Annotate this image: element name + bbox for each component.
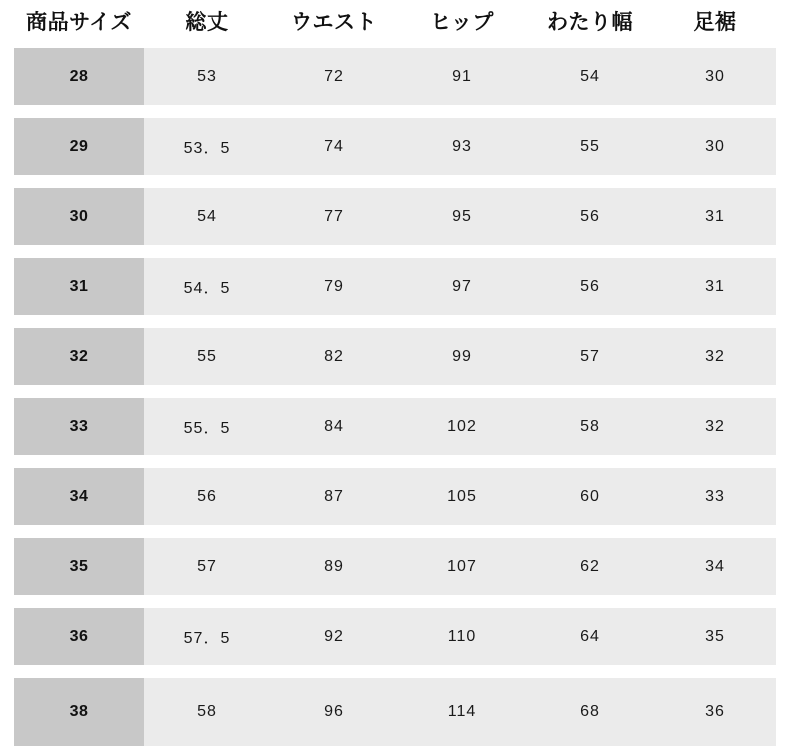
table-row	[14, 398, 776, 468]
column-header-length: 総丈	[144, 0, 270, 48]
cell-size: 33	[14, 398, 144, 468]
table-row	[14, 188, 776, 258]
cell-length: 55	[144, 328, 270, 398]
cell-waist: 82	[270, 328, 398, 398]
table-row	[14, 678, 776, 746]
header-row	[14, 0, 776, 48]
table-row	[14, 118, 776, 188]
cell-waist: 96	[270, 678, 398, 746]
cell-hem: 31	[654, 258, 776, 328]
cell-thigh: 62	[526, 538, 654, 608]
cell-length: 57．5	[144, 608, 270, 678]
cell-thigh: 56	[526, 258, 654, 328]
cell-size: 30	[14, 188, 144, 258]
cell-waist: 77	[270, 188, 398, 258]
cell-hem: 36	[654, 678, 776, 746]
table-row	[14, 328, 776, 398]
table-row	[14, 258, 776, 328]
cell-hip: 95	[398, 188, 526, 258]
cell-size: 34	[14, 468, 144, 538]
cell-size: 28	[14, 48, 144, 118]
cell-hip: 102	[398, 398, 526, 468]
cell-hem: 32	[654, 398, 776, 468]
column-header-hip: ヒップ	[398, 0, 526, 48]
cell-hip: 114	[398, 678, 526, 746]
cell-hem: 31	[654, 188, 776, 258]
cell-hem: 30	[654, 48, 776, 118]
cell-hem: 32	[654, 328, 776, 398]
cell-hip: 97	[398, 258, 526, 328]
table-row	[14, 538, 776, 608]
cell-size: 36	[14, 608, 144, 678]
cell-length: 53．5	[144, 118, 270, 188]
table-row	[14, 608, 776, 678]
cell-size: 31	[14, 258, 144, 328]
cell-thigh: 56	[526, 188, 654, 258]
column-header-size: 商品サイズ	[14, 0, 144, 48]
cell-length: 54．5	[144, 258, 270, 328]
cell-hem: 35	[654, 608, 776, 678]
cell-waist: 87	[270, 468, 398, 538]
column-header-hem: 足裾	[654, 0, 776, 48]
table-row	[14, 48, 776, 118]
column-header-waist: ウエスト	[270, 0, 398, 48]
cell-size: 29	[14, 118, 144, 188]
cell-length: 53	[144, 48, 270, 118]
cell-thigh: 58	[526, 398, 654, 468]
cell-thigh: 68	[526, 678, 654, 746]
table-row	[14, 468, 776, 538]
cell-hip: 99	[398, 328, 526, 398]
cell-length: 57	[144, 538, 270, 608]
size-chart-table	[14, 0, 776, 746]
cell-size: 35	[14, 538, 144, 608]
cell-hem: 30	[654, 118, 776, 188]
cell-waist: 79	[270, 258, 398, 328]
cell-waist: 72	[270, 48, 398, 118]
cell-thigh: 57	[526, 328, 654, 398]
cell-thigh: 64	[526, 608, 654, 678]
cell-size: 38	[14, 678, 144, 746]
cell-thigh: 54	[526, 48, 654, 118]
cell-waist: 84	[270, 398, 398, 468]
cell-hip: 91	[398, 48, 526, 118]
cell-thigh: 60	[526, 468, 654, 538]
cell-hip: 110	[398, 608, 526, 678]
cell-hip: 93	[398, 118, 526, 188]
cell-waist: 92	[270, 608, 398, 678]
cell-hem: 34	[654, 538, 776, 608]
cell-length: 56	[144, 468, 270, 538]
cell-hip: 107	[398, 538, 526, 608]
cell-length: 54	[144, 188, 270, 258]
cell-hip: 105	[398, 468, 526, 538]
cell-length: 58	[144, 678, 270, 746]
cell-hem: 33	[654, 468, 776, 538]
cell-waist: 89	[270, 538, 398, 608]
table-header	[14, 0, 776, 48]
table-body	[14, 48, 776, 746]
cell-length: 55．5	[144, 398, 270, 468]
column-header-thigh: わたり幅	[526, 0, 654, 48]
cell-thigh: 55	[526, 118, 654, 188]
cell-waist: 74	[270, 118, 398, 188]
cell-size: 32	[14, 328, 144, 398]
